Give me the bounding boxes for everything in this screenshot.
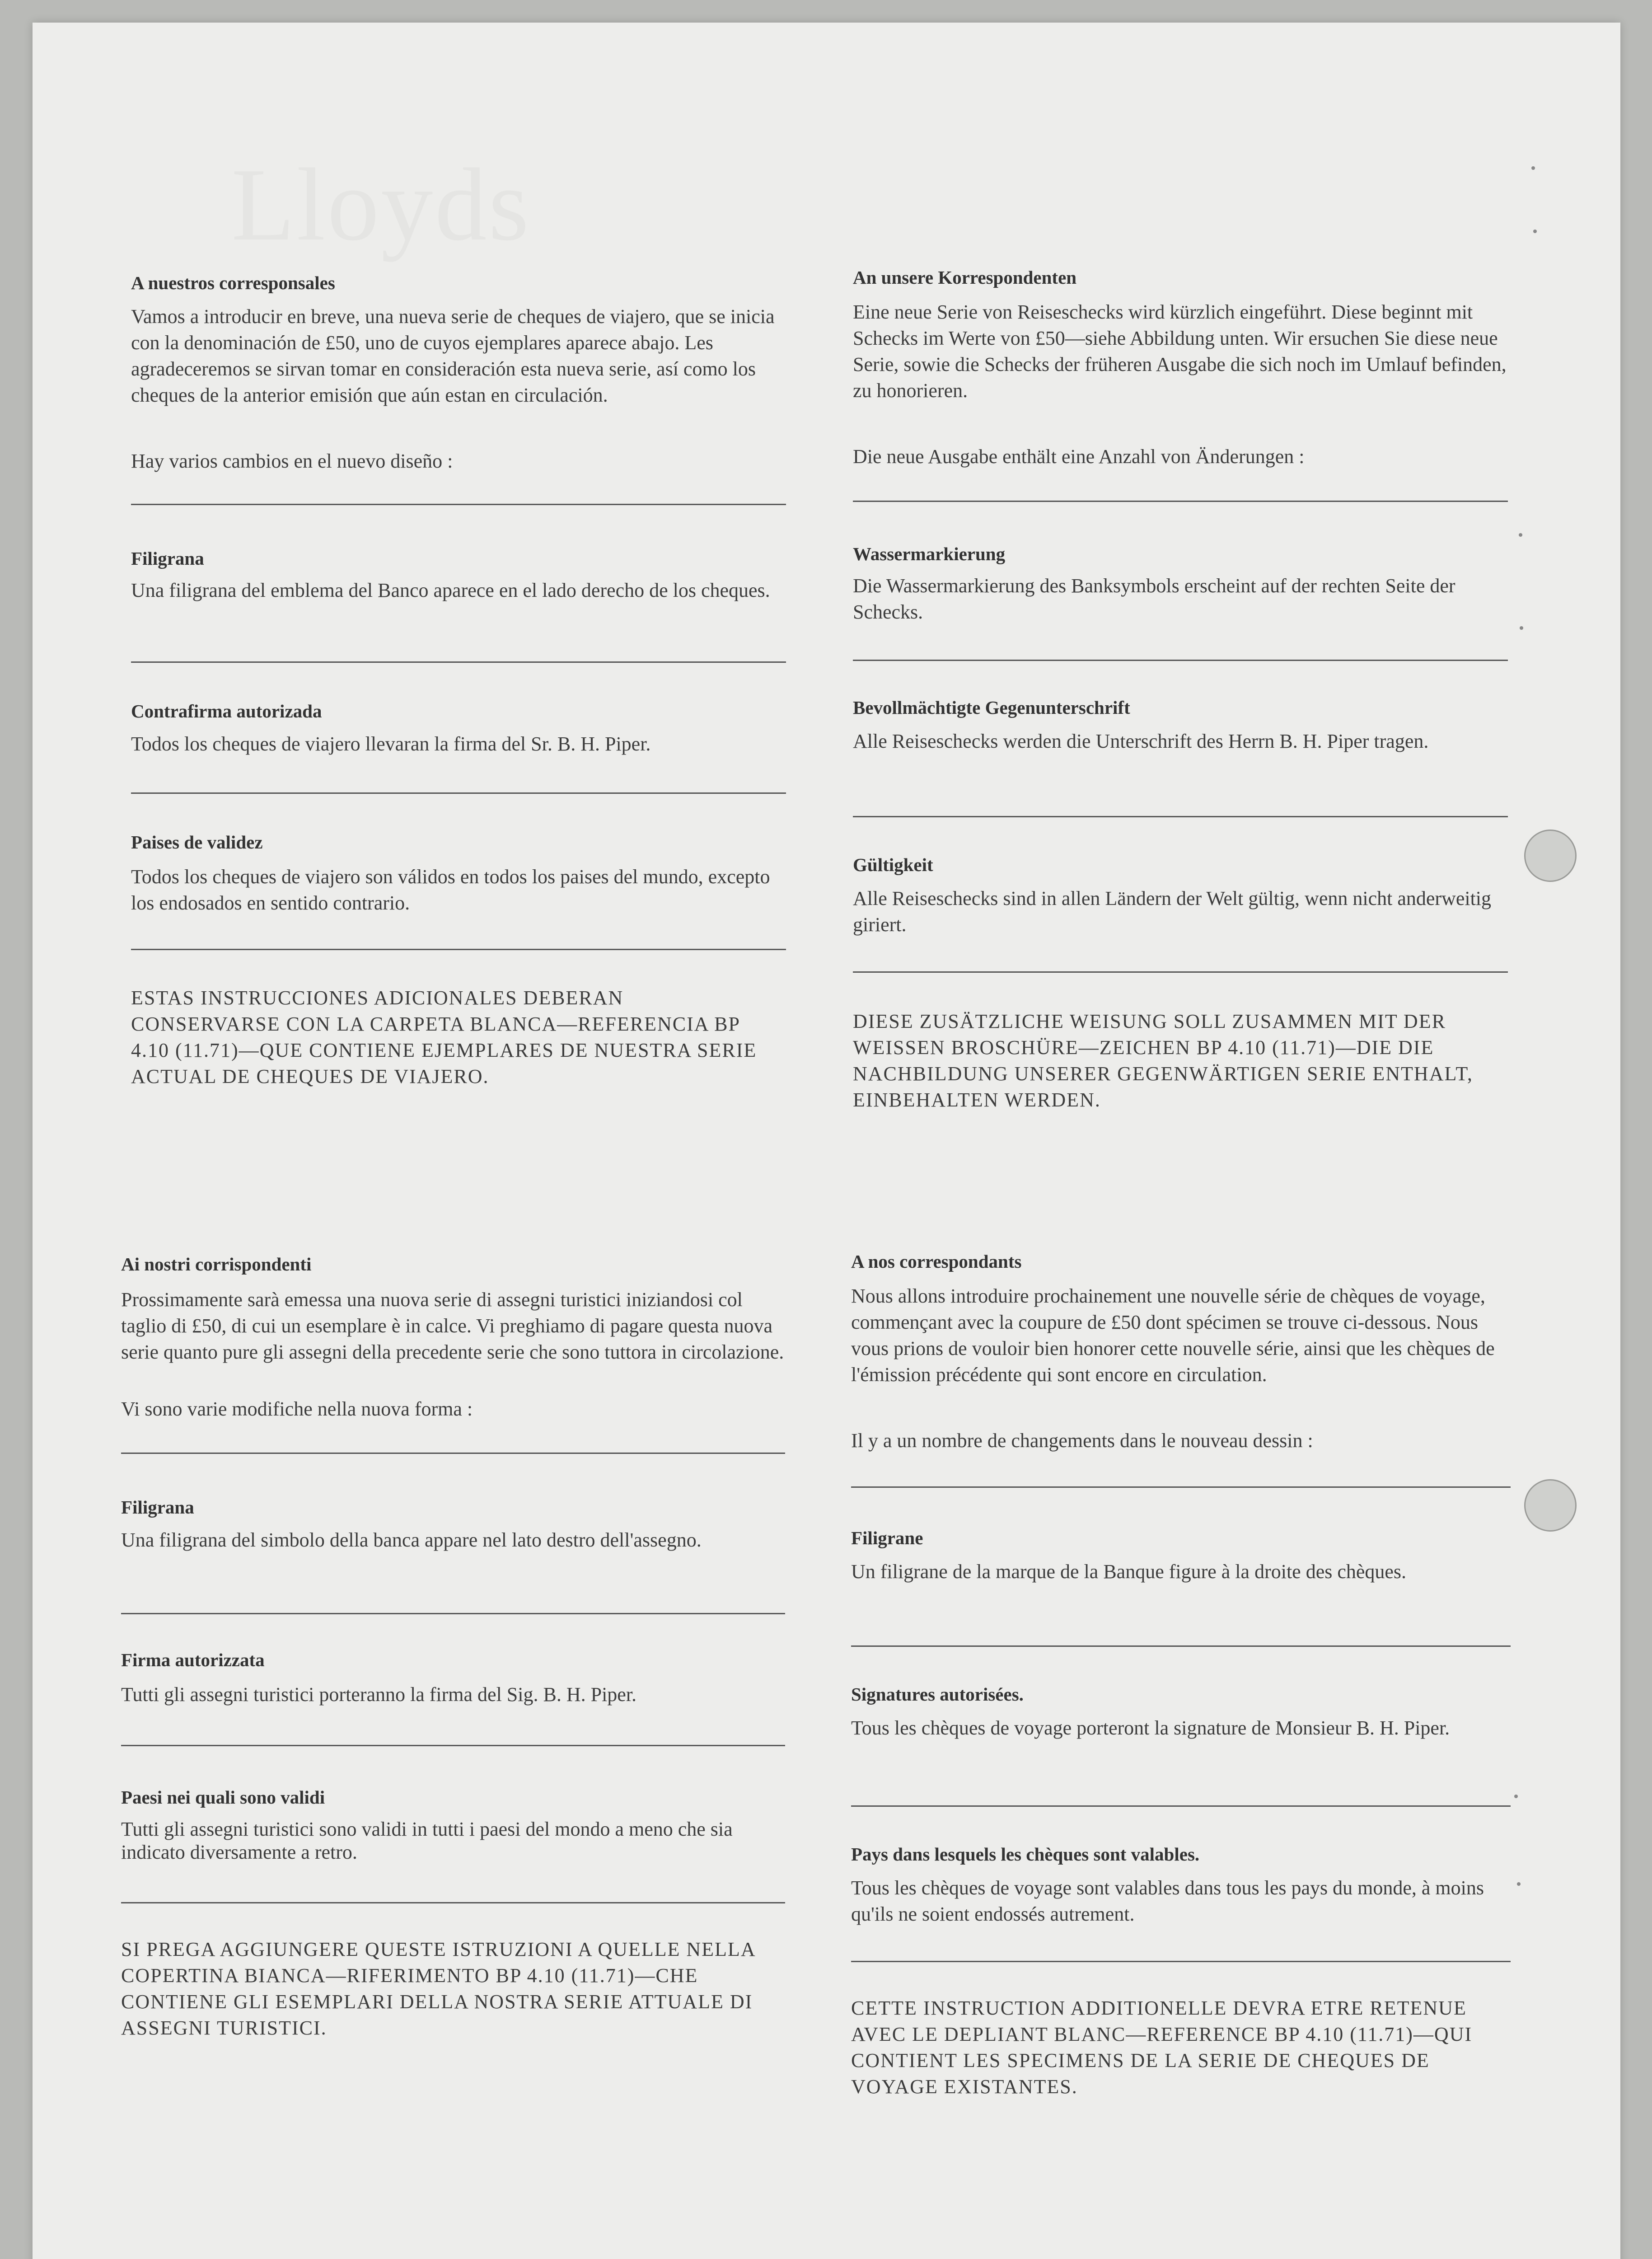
paper-speck <box>1531 166 1535 170</box>
watermark-text-para: Una filigrana del emblema del Banco aparece en el lado derecho de los cheques. <box>131 579 770 601</box>
heading-watermark: Filigrana <box>121 1497 194 1518</box>
signature-text: Todos los cheques de viajero llevaran la firma del Sr. B. H. Piper. <box>131 733 651 755</box>
intro-text: Prossimamente sarà emessa una nuova serie di assegni turistici iniziandosi col taglio di £50, di cui un esemplare è in calce. Vi preghiamo di pagare questa nuova serie quanto pure gli assegni della precedente serie che sono tuttora in circolazione. <box>121 1289 784 1364</box>
divider <box>851 1805 1511 1807</box>
section-title: A nuestros corresponsales <box>131 272 335 293</box>
watermark-text: Lloyds <box>231 147 531 262</box>
changes-text: Hay varios cambios en el nuevo diseño : <box>131 450 453 472</box>
signature-text: Tutti gli assegni turistici porteranno la firma del Sig. B. H. Piper. <box>121 1683 637 1706</box>
heading-signature: Bevollmächtigte Gegenunterschrift <box>853 697 1130 718</box>
divider <box>851 1486 1511 1488</box>
heading-watermark: Wassermarkierung <box>853 544 1006 564</box>
intro-text: Nous allons introduire prochainement une nouvelle série de chèques de voyage, commençant avec la coupure de £50 dont spécimen se trouve ci-dessous. Nous vous prions de vouloir bien honorer cette nouvelle série, ainsi que les chèques de l'émission précédente qui sont encore en circulation. <box>851 1285 1495 1386</box>
footer-instruction: ESTAS INSTRUCCIONES ADICIONALES DEBERAN CONSERVARSE CON LA CARPETA BLANCA—REFERENCIA BP 4.10 (11.71)—QUE CONTIENE EJEMPLARES DE NUESTRA SERIE ACTUAL DE CHEQUES DE VIAJERO. <box>131 987 757 1088</box>
divider <box>131 949 786 950</box>
divider <box>121 1613 785 1614</box>
divider <box>853 660 1508 661</box>
footer-instruction: CETTE INSTRUCTION ADDITIONELLE DEVRA ETRE RETENUE AVEC LE DEPLIANT BLANC—REFERENCE BP 4.10 (11.71)—QUI CONTIENT LES SPECIMENS DE LA SERIE DE CHEQUES DE VOYAGE EXISTANTES. <box>851 1997 1473 2098</box>
heading-signature: Contrafirma autorizada <box>131 701 322 722</box>
divider <box>851 1645 1511 1647</box>
watermark-text-para: Un filigrane de la marque de la Banque figure à la droite des chèques. <box>851 1561 1407 1583</box>
heading-validity: Gültigkeit <box>853 854 933 875</box>
paper-speck <box>1514 1795 1518 1798</box>
divider <box>131 661 786 663</box>
divider <box>853 501 1508 502</box>
section-title: A nos correspondants <box>851 1251 1022 1272</box>
heading-watermark: Filigrana <box>131 548 204 569</box>
heading-signature: Signatures autorisées. <box>851 1684 1024 1705</box>
divider <box>121 1745 785 1746</box>
divider <box>131 792 786 794</box>
punch-hole <box>1524 830 1577 882</box>
divider <box>853 816 1508 817</box>
validity-text: Alle Reiseschecks sind in allen Ländern der Welt gültig, wenn nicht anderweitig giriert. <box>853 887 1492 936</box>
heading-validity: Paises de validez <box>131 832 263 853</box>
footer-instruction: SI PREGA AGGIUNGERE QUESTE ISTRUZIONI A QUELLE NELLA COPERTINA BIANCA—RIFERIMENTO BP 4.10 (11.71)—CHE CONTIENE GLI ESEMPLARI DELLA NOSTRA SERIE ATTUALE DI ASSEGNI TURISTICI. <box>121 1938 755 2039</box>
punch-hole <box>1524 1479 1577 1532</box>
divider <box>853 971 1508 973</box>
section-title: An unsere Korrespondenten <box>853 267 1077 288</box>
footer-instruction: DIESE ZUSÄTZLICHE WEISUNG SOLL ZUSAMMEN MIT DER WEISSEN BROSCHÜRE—ZEICHEN BP 4.10 (11.71)—DIE DIE NACHBILDUNG UNSERER GEGENWÄRTIGEN SERIE ENTHALT, EINBEHALTEN WERDEN. <box>853 1010 1473 1111</box>
validity-text: Tutti gli assegni turistici sono validi in tutti i paesi del mondo a meno che sia indicato diversamente a retro. <box>121 1818 733 1863</box>
changes-text: Il y a un nombre de changements dans le nouveau dessin : <box>851 1429 1313 1452</box>
validity-text: Todos los cheques de viajero son válidos en todos los paises del mundo, excepto los endosados en sentido contrario. <box>131 866 770 914</box>
watermark-text-para: Die Wassermarkierung des Banksymbols erscheint auf der rechten Seite der Schecks. <box>853 575 1455 623</box>
validity-text: Tous les chèques de voyage sont valables dans tous les pays du monde, à moins qu'ils ne soient endossés autrement. <box>851 1877 1484 1926</box>
watermark-text-para: Una filigrana del simbolo della banca appare nel lato destro dell'assegno. <box>121 1529 702 1551</box>
divider <box>851 1961 1511 1962</box>
heading-signature: Firma autorizzata <box>121 1650 265 1670</box>
document-page <box>33 23 1620 2259</box>
changes-text: Die neue Ausgabe enthält eine Anzahl von Änderungen : <box>853 445 1305 468</box>
changes-text: Vi sono varie modifiche nella nuova forma : <box>121 1398 473 1420</box>
signature-text: Tous les chèques de voyage porteront la signature de Monsieur B. H. Piper. <box>851 1717 1450 1739</box>
paper-speck <box>1520 626 1523 630</box>
section-title: Ai nostri corrispondenti <box>121 1254 312 1275</box>
heading-watermark: Filigrane <box>851 1528 923 1548</box>
divider <box>121 1902 785 1903</box>
heading-validity: Paesi nei quali sono validi <box>121 1787 325 1808</box>
paper-speck <box>1517 1882 1521 1886</box>
divider <box>131 504 786 505</box>
heading-validity: Pays dans lesquels les chèques sont valables. <box>851 1844 1200 1865</box>
signature-text: Alle Reiseschecks werden die Unterschrift des Herrn B. H. Piper tragen. <box>853 730 1429 752</box>
divider <box>121 1453 785 1454</box>
intro-text: Vamos a introducir en breve, una nueva serie de cheques de viajero, que se inicia con la denominación de £50, uno de cuyos ejemplares aparece abajo. Les agradeceremos se sirvan tomar en consideración esta nueva serie, así como los cheques de la anterior emisión que aún estan en circulación. <box>131 305 775 407</box>
intro-text: Eine neue Serie von Reiseschecks wird kürzlich eingeführt. Diese beginnt mit Schecks im Werte von £50—siehe Abbildung unten. Wir ersuchen Sie diese neue Serie, sowie die Schecks der früheren Ausgabe die sich noch im Umlauf befinden, zu honorieren. <box>853 301 1507 402</box>
paper-speck <box>1519 533 1522 537</box>
paper-speck <box>1533 230 1537 233</box>
